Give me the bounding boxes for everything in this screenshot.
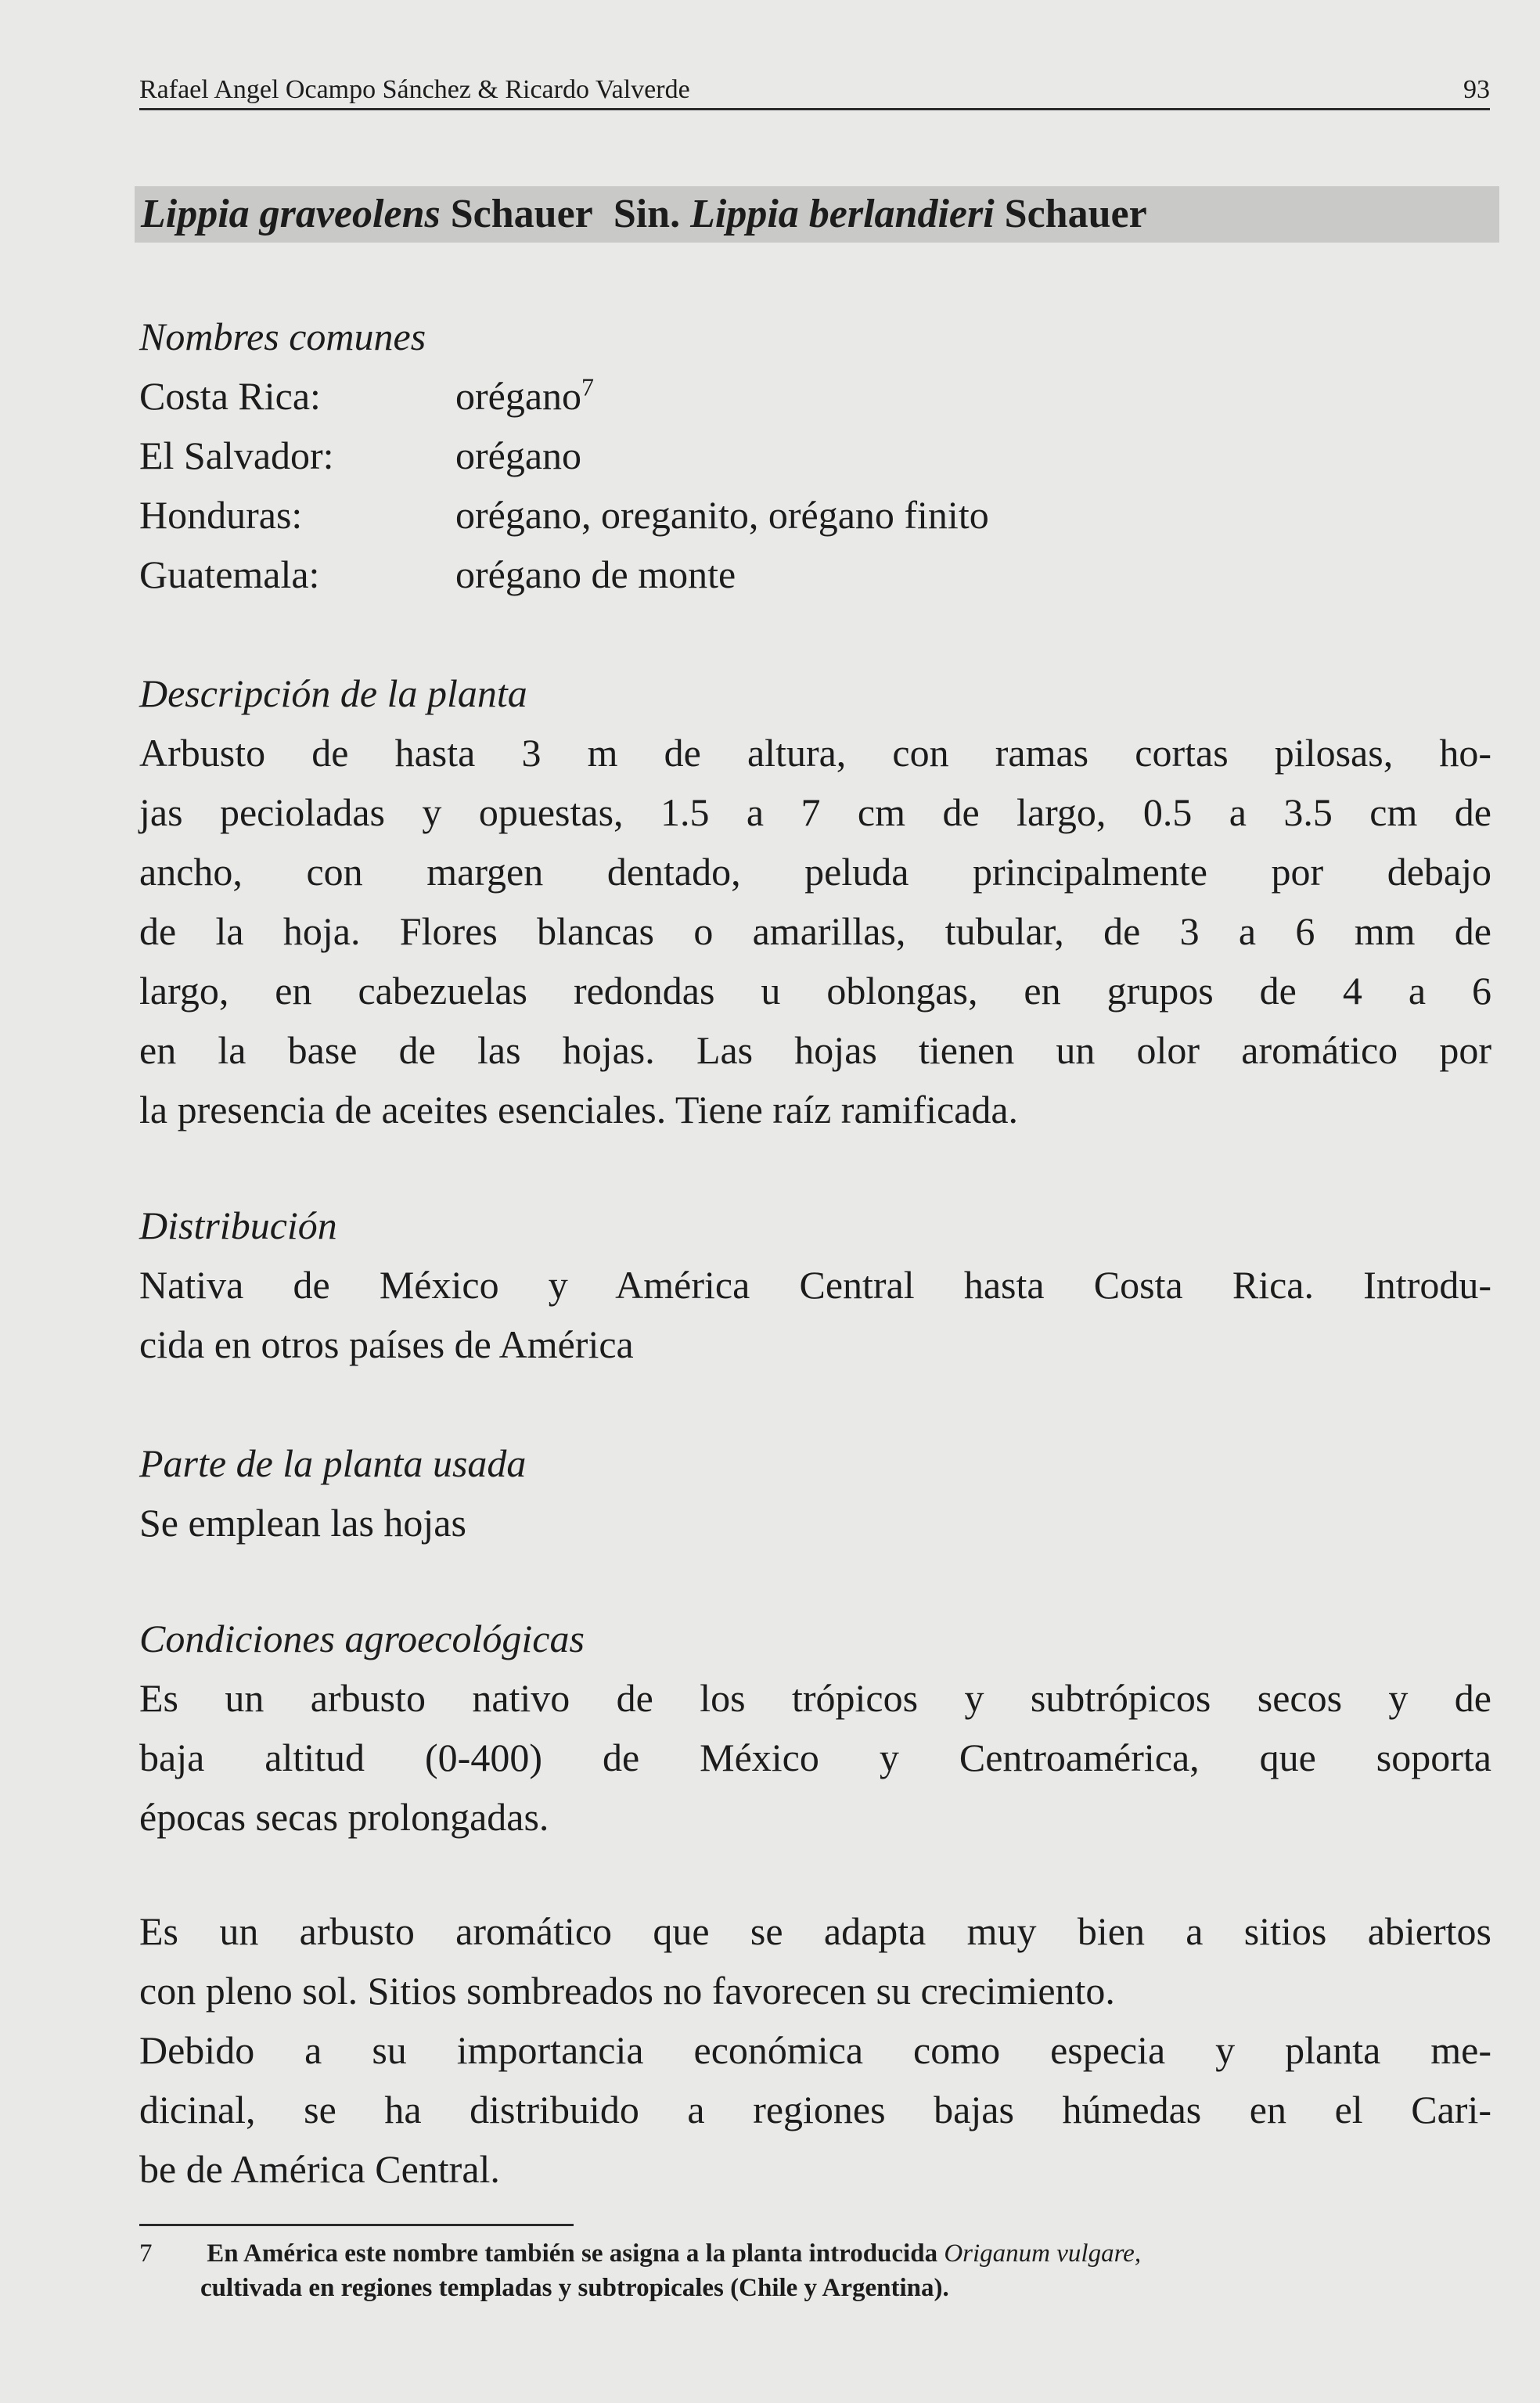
common-names-section (139, 307, 1491, 604)
agro-section (139, 1609, 1491, 2199)
species-title (135, 186, 1499, 243)
distribution-section (139, 1196, 1491, 1374)
synonym-label: Sin. (613, 192, 681, 236)
agro-paragraph-1: Es un arbusto nativo de los trópicos y subtrópicos secos y de baja altitud (0-400) de México y Centroamérica, que soporta épocas secas prolongadas. (139, 1676, 1491, 1839)
agro-paragraph-2: Es un arbusto aromático que se adapta muy bien a sitios abiertos con pleno sol. Sitios sombreados no favorecen su crecimiento. Debido a su importancia económica como especia y planta me- dicinal, se ha distribuido a regiones bajas húmedas en el Cari- be de América Central. (139, 1909, 1491, 2191)
part-used-heading: Parte de la planta usada (139, 1441, 527, 1485)
description-heading: Descripción de la planta (139, 671, 527, 715)
part-used-text: Se emplean las hojas (139, 1501, 466, 1545)
species-author: Schauer (450, 192, 592, 236)
species-name: Lippia graveolens (141, 192, 441, 236)
common-name: orégano$^7$ (455, 372, 595, 418)
common-name-row (139, 485, 1491, 545)
common-name: orégano de monte (455, 552, 736, 596)
country-label: Costa Rica: (139, 374, 321, 418)
footnote-number: 7 (139, 2239, 153, 2268)
common-name: orégano, oreganito, orégano finito (455, 493, 989, 537)
part-used-section (139, 1434, 1491, 1552)
footnote-continuation: cultivada en regiones templadas y subtropicales (Chile y Argentina). (200, 2274, 949, 2302)
distribution-heading: Distribución (139, 1203, 337, 1247)
page-number: 93 (1463, 75, 1490, 104)
common-name: orégano (455, 433, 582, 477)
agro-heading: Condiciones agroecológicas (139, 1617, 585, 1660)
synonym-name: Lippia berlandieri (690, 192, 995, 236)
country-label: Guatemala: (139, 552, 320, 596)
common-names-heading: Nombres comunes (139, 315, 426, 358)
footnote (139, 2236, 1491, 2305)
common-name-row (139, 366, 1491, 426)
common-names-list (139, 366, 1491, 604)
footnote-divider (139, 2224, 574, 2226)
description-section (139, 664, 1491, 1139)
country-label: El Salvador: (139, 433, 334, 477)
common-name-row (139, 545, 1491, 604)
common-name-row (139, 426, 1491, 485)
footnote-ref: 7 (581, 372, 595, 401)
header-authors: Rafael Angel Ocampo Sánchez & Ricardo Valverde (139, 75, 690, 104)
distribution-text: Nativa de México y América Central hasta Costa Rica. Introdu- cida en otros países de América (139, 1263, 1491, 1366)
footnote-species: Origanum vulgare, (944, 2239, 1142, 2268)
country-label: Honduras: (139, 493, 303, 537)
running-header (139, 72, 1490, 110)
description-text: Arbusto de hasta 3 m de altura, con ramas cortas pilosas, ho- jas pecioladas y opuestas, 1.5 a 7 cm de largo, 0.5 a 3.5 cm de ancho, con margen dentado, peluda principalmente por debajo de la hoja. Flores blancas o amarillas, tubular, de 3 a 6 mm de largo, en cabezuelas redondas u oblongas, en grupos de 4 a 6 en la base de las hojas. Las hojas tienen un olor aromático por la presencia de aceites esenciales. Tiene raíz ramificada. (139, 731, 1491, 1131)
synonym-author: Schauer (1004, 192, 1147, 236)
footnote-text: En América este nombre también se asigna a la planta introducida (207, 2239, 938, 2268)
